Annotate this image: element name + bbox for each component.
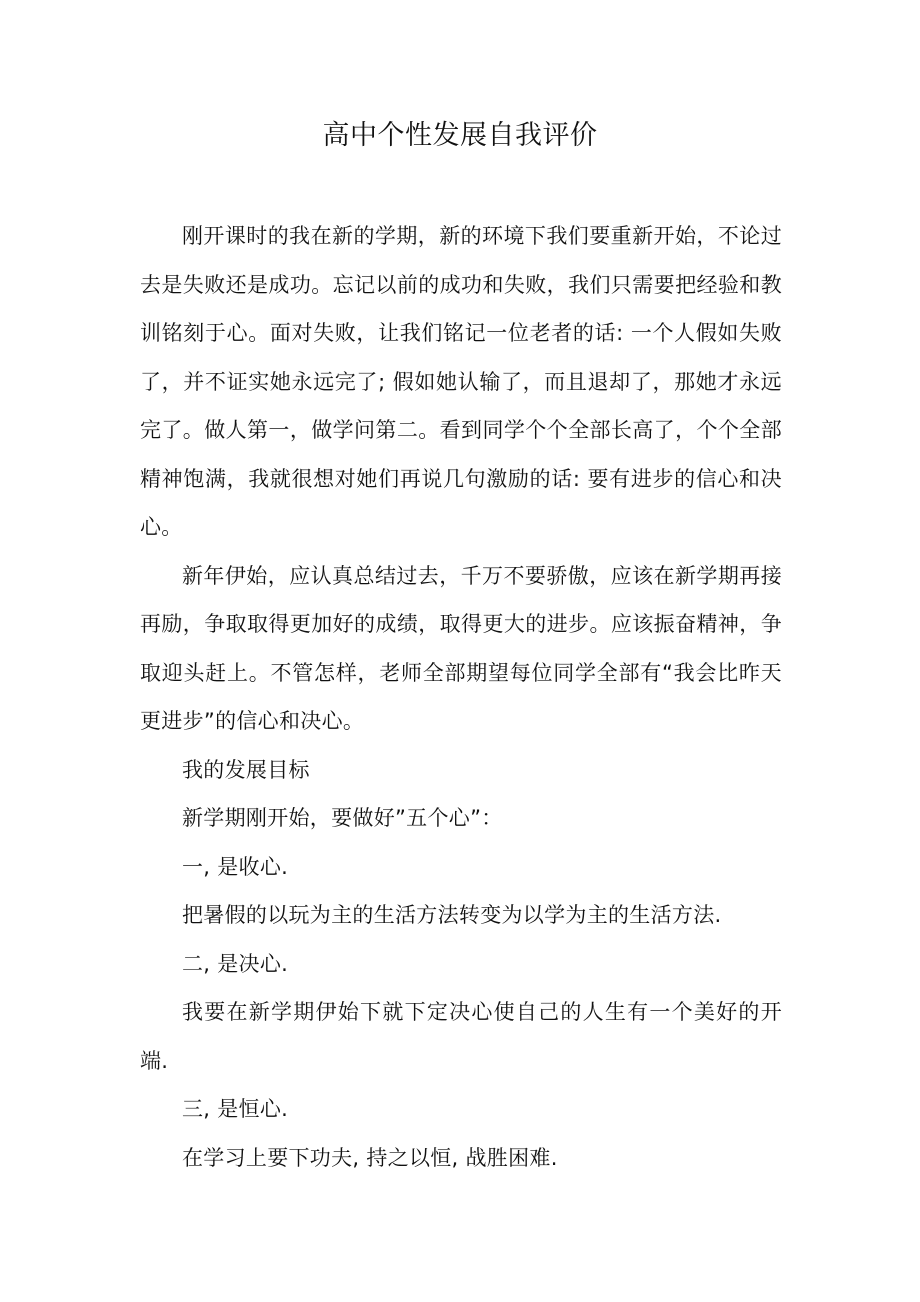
document-title: 高中个性发展自我评价: [322, 120, 598, 151]
paragraph-goals-heading: 我的发展目标: [182, 757, 310, 782]
paragraph-new-year: 新年伊始，应认真总结过去，千万不要骄傲，应该在新学期再接再励，争取取得更加好的成绩，取得更大的进步。应该振奋精神，争取迎头赶上。不管怎样，老师全部期望每位同学全部有“我会比昨天更进步”的信心和决心。: [140, 563, 782, 733]
paragraph-five-hearts: 新学期刚开始，要做好”五个心”：: [182, 806, 503, 830]
paragraph-item-two: 二, 是决心.: [182, 951, 289, 976]
paragraph-item-three: 三, 是恒心.: [182, 1097, 289, 1121]
paragraph-item-one: 一, 是收心.: [182, 854, 289, 879]
paragraph-item-two-detail: 我要在新学期伊始下就下定决心使自己的人生有一个美好的开端.: [140, 1000, 782, 1073]
paragraph-item-three-detail: 在学习上要下功夫, 持之以恒, 战胜困难.: [182, 1145, 558, 1170]
paragraph-item-one-detail: 把暑假的以玩为主的生活方法转变为以学为主的生活方法.: [182, 903, 722, 927]
paragraph-intro: 刚开课时的我在新的学期，新的环境下我们要重新开始，不论过去是失败还是成功。忘记以前的成功和失败，我们只需要把经验和教训铭刻于心。面对失败，让我们铭记一位老者的话: 一个人假如失败了，并不证实她永远完了; 假如她认输了，而且退却了，那她才永远完了。做人第一，做学问第二。看到同学个个全部长高了，个个全部精神饱满，我就很想对她们再说几句激励的话: 要有进步的信心和决心。: [140, 224, 782, 539]
document-body: [140, 212, 782, 1182]
